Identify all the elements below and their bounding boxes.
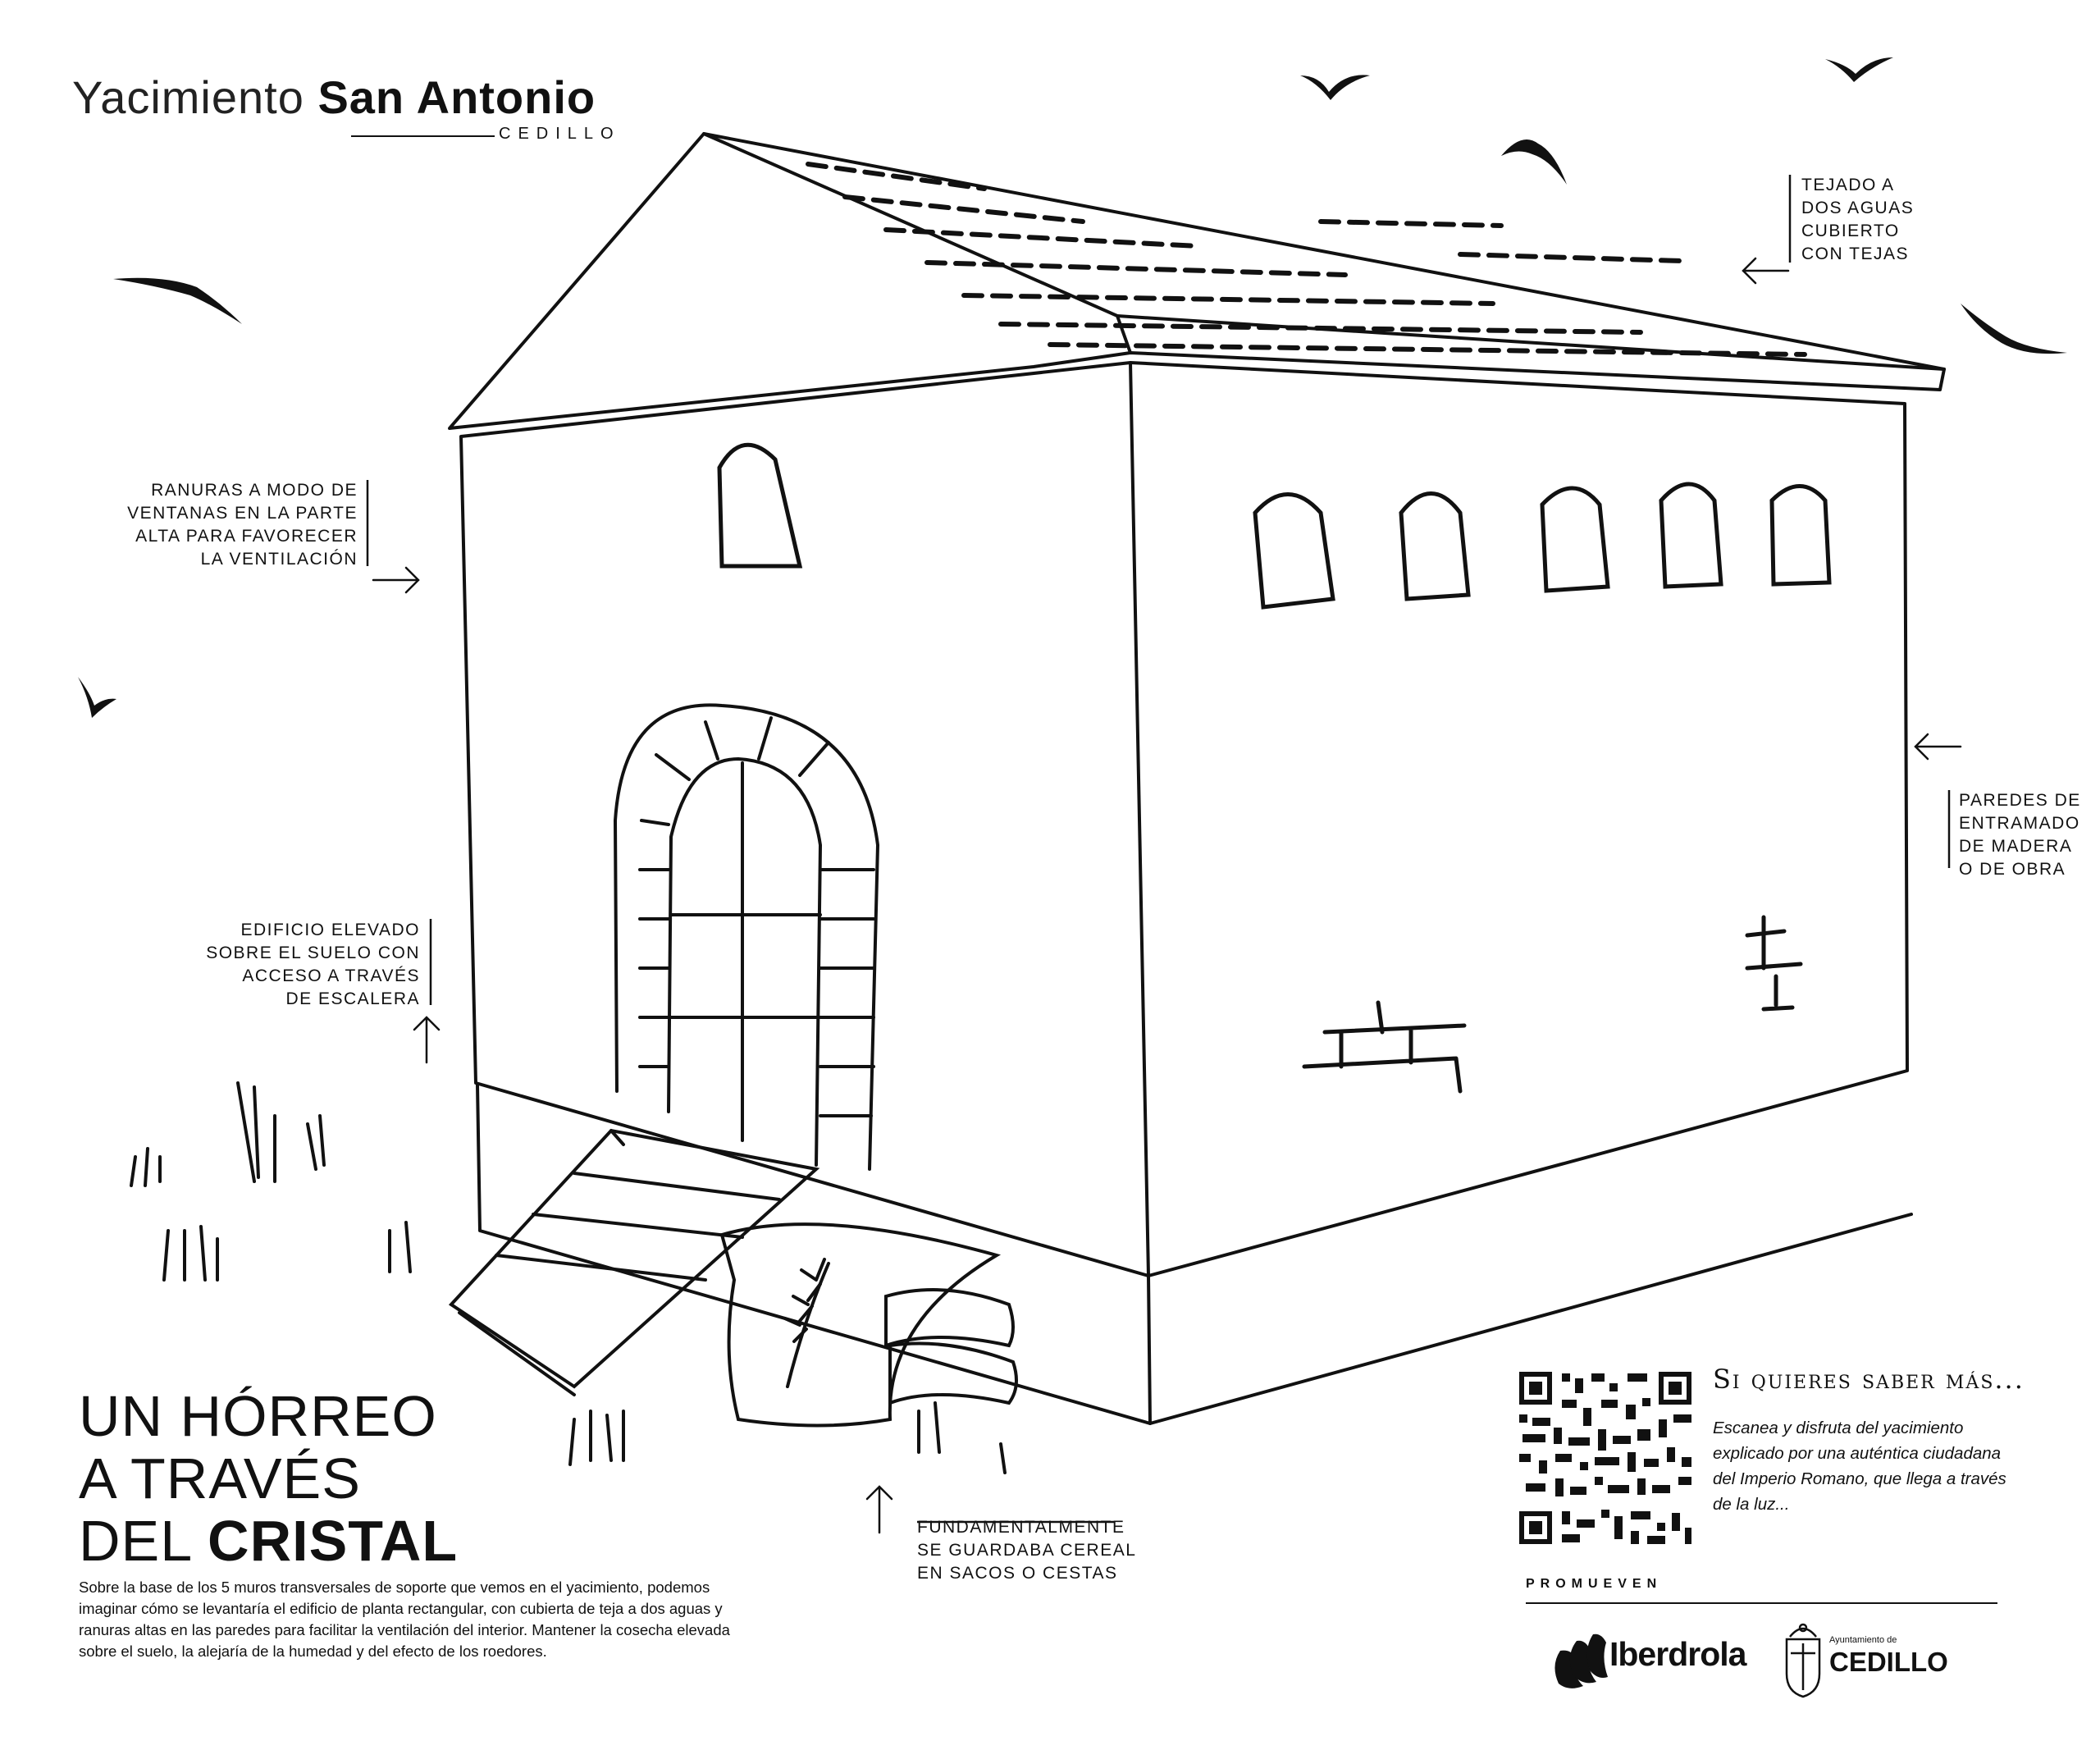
qr-description: Escanea y disfruta del yacimiento explicado por una auténtica ciudadana del Imperio Romano, que llega a través de la luz... xyxy=(1713,1419,2006,1514)
ayuntamiento-label: Ayuntamiento de xyxy=(1829,1635,1897,1645)
headline xyxy=(79,1385,458,1572)
wheat-icon xyxy=(785,1259,829,1387)
iberdrola-name: Iberdrola xyxy=(1609,1635,1746,1673)
brand-title-bold: San Antonio xyxy=(317,71,596,123)
body-text: Sobre la base de los 5 muros transversales de soporte que vemos en el yacimiento, podemos imaginar cómo se levantaría el edificio de planta rectangular, con cubierta de teja a dos aguas y ranuras altas en las paredes para facilitar la ventilación del interior. Mantener la cosecha elevada sobre el suelo, la alejaría de la humedad y del efecto de los roedores. xyxy=(79,1579,730,1660)
roof-ridge-edge xyxy=(704,134,1130,353)
ayuntamiento-name: CEDILLO xyxy=(1829,1647,1948,1677)
bird-icon xyxy=(78,677,116,718)
annotation-windows: RANURAS A MODO DE VENTANAS EN LA PARTE ALTA PARA FAVORECER LA VENTILACIÓN xyxy=(127,481,358,569)
arrow-windows xyxy=(373,568,418,592)
roof-outline xyxy=(450,134,1944,428)
arrow-walls xyxy=(1915,734,1961,759)
arrow-roof xyxy=(1743,258,1788,283)
bird-icon xyxy=(1825,57,1893,82)
brand-rule xyxy=(351,135,495,137)
annotation-storage: FUNDAMENTALMENTE SE GUARDABA CEREAL EN SACOS O CESTAS xyxy=(917,1518,1137,1583)
door-arch-outer xyxy=(615,705,878,1169)
bird-icon xyxy=(1501,139,1567,185)
door-arch-inner xyxy=(669,759,820,1165)
brand-header xyxy=(72,71,621,143)
iberdrola-logo xyxy=(1554,1634,1608,1688)
brand-title-light: Yacimiento xyxy=(72,71,304,123)
headline-line3: DEL CRISTAL xyxy=(79,1509,459,1573)
headline-line2: A TRAVÉS xyxy=(79,1446,361,1510)
bird-icon xyxy=(1961,304,2067,354)
annotation-roof: TEJADO A DOS AGUAS CUBIERTO CON TEJAS xyxy=(1801,176,1915,263)
headline-line1: UN HÓRREO xyxy=(79,1384,437,1448)
annotation-walls: PAREDES DE ENTRAMADO DE MADERA O DE OBRA xyxy=(1959,791,2081,879)
bird-icon xyxy=(113,278,242,324)
cedillo-coat-of-arms xyxy=(1787,1624,1819,1697)
roof-eave xyxy=(1117,316,1944,369)
side-wall xyxy=(1130,363,1907,1276)
arrow-storage xyxy=(867,1487,892,1533)
staircase xyxy=(451,1131,816,1387)
bird-icon xyxy=(1300,75,1370,100)
sponsors-rule xyxy=(1526,1602,1997,1604)
brand-subtitle: CEDILLO xyxy=(499,125,621,143)
sponsors-label: PROMUEVEN xyxy=(1526,1577,1663,1591)
annotation-raised: EDIFICIO ELEVADO SOBRE EL SUELO CON ACCESO A TRAVÉS DE ESCALERA xyxy=(206,921,420,1008)
qr-title: Si quieres saber más... xyxy=(1713,1364,2025,1395)
front-wall xyxy=(461,363,1148,1276)
arrow-raised xyxy=(414,1017,439,1062)
qr-code xyxy=(1519,1372,1691,1544)
base-band xyxy=(477,1085,1911,1423)
